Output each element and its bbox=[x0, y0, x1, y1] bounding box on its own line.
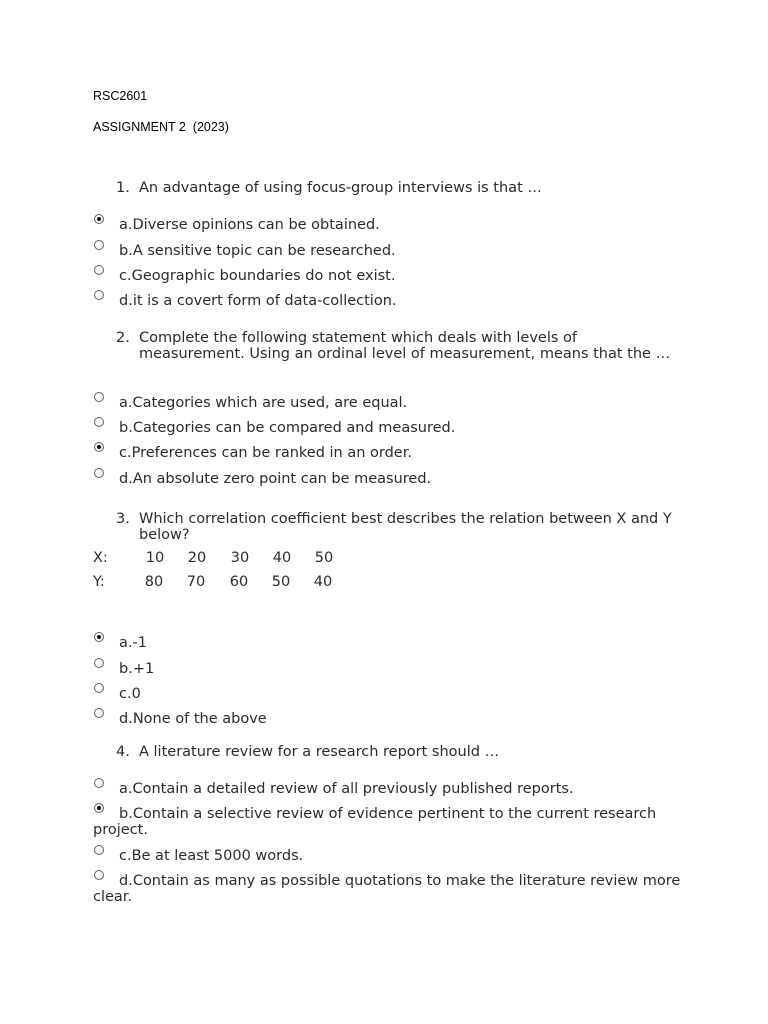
course-code: RSC2601 bbox=[93, 89, 148, 103]
q3-option-b[interactable] bbox=[93, 661, 683, 677]
y-value: 60 bbox=[229, 574, 249, 590]
q2-option-a[interactable] bbox=[93, 395, 683, 411]
q1-option-d[interactable] bbox=[93, 293, 683, 309]
option-label: c.0 bbox=[119, 686, 141, 702]
q4-option-b[interactable] bbox=[93, 806, 683, 838]
assignment-title: ASSIGNMENT 2 (2023) bbox=[93, 120, 229, 134]
radio-button[interactable] bbox=[94, 240, 104, 250]
q4-option-d[interactable] bbox=[93, 873, 683, 905]
question-text: Complete the following statement which deals with levels of measurement. Using an ordinal level of measurement, means that the … bbox=[139, 330, 671, 362]
question-text: Which correlation coefficient best describes the relation between X and Y below? bbox=[139, 511, 672, 543]
radio-button[interactable] bbox=[94, 392, 104, 402]
option-label: a.Categories which are used, are equal. bbox=[119, 395, 408, 411]
q2-option-d[interactable] bbox=[93, 471, 683, 487]
q3-option-c[interactable] bbox=[93, 686, 683, 702]
question-1 bbox=[116, 180, 676, 196]
option-label: b.A sensitive topic can be researched. bbox=[119, 243, 396, 259]
x-value: 20 bbox=[187, 550, 207, 566]
x-value: 40 bbox=[272, 550, 292, 566]
question-2 bbox=[116, 330, 676, 362]
option-label: b.Contain a selective review of evidence pertinent to the current research project. bbox=[93, 806, 657, 838]
question-number: 4. bbox=[116, 744, 130, 760]
option-label: d.An absolute zero point can be measured. bbox=[119, 471, 432, 487]
option-label: c.Geographic boundaries do not exist. bbox=[119, 268, 396, 284]
option-label: d.Contain as many as possible quotations to make the literature review more clear. bbox=[93, 873, 681, 905]
q4-option-a[interactable] bbox=[93, 781, 683, 797]
question-text: A literature review for a research report should … bbox=[139, 744, 500, 760]
q3-option-d[interactable] bbox=[93, 711, 683, 727]
q2-option-b[interactable] bbox=[93, 420, 683, 436]
q4-option-c[interactable] bbox=[93, 848, 683, 864]
question-text: An advantage of using focus-group interviews is that … bbox=[139, 180, 542, 196]
y-value: 70 bbox=[186, 574, 206, 590]
radio-button[interactable] bbox=[94, 845, 104, 855]
q3-option-a[interactable] bbox=[93, 635, 683, 651]
question-number: 2. bbox=[116, 330, 130, 346]
question-number: 3. bbox=[116, 511, 130, 527]
radio-button[interactable] bbox=[94, 708, 104, 718]
option-label: a.-1 bbox=[119, 635, 147, 651]
radio-button[interactable] bbox=[94, 265, 104, 275]
radio-button[interactable] bbox=[94, 442, 104, 452]
x-value: 10 bbox=[145, 550, 165, 566]
question-3 bbox=[116, 511, 676, 543]
option-label: a.Contain a detailed review of all previously published reports. bbox=[119, 781, 574, 797]
radio-button[interactable] bbox=[94, 658, 104, 668]
radio-button[interactable] bbox=[94, 632, 104, 642]
x-label: X: bbox=[93, 550, 108, 566]
radio-button[interactable] bbox=[94, 683, 104, 693]
radio-button[interactable] bbox=[94, 778, 104, 788]
question-number: 1. bbox=[116, 180, 130, 196]
x-value: 30 bbox=[230, 550, 250, 566]
radio-button[interactable] bbox=[94, 214, 104, 224]
y-value: 80 bbox=[144, 574, 164, 590]
option-label: a.Diverse opinions can be obtained. bbox=[119, 217, 380, 233]
option-label: c.Be at least 5000 words. bbox=[119, 848, 304, 864]
option-label: d.None of the above bbox=[119, 711, 267, 727]
q2-option-c[interactable] bbox=[93, 445, 683, 461]
radio-button[interactable] bbox=[94, 290, 104, 300]
option-label: b.+1 bbox=[119, 661, 155, 677]
q1-option-b[interactable] bbox=[93, 243, 683, 259]
option-label: c.Preferences can be ranked in an order. bbox=[119, 445, 412, 461]
option-label: b.Categories can be compared and measured. bbox=[119, 420, 456, 436]
q1-option-a[interactable] bbox=[93, 217, 683, 233]
radio-button[interactable] bbox=[94, 870, 104, 880]
option-label: d.it is a covert form of data-collection. bbox=[119, 293, 397, 309]
y-label: Y: bbox=[93, 574, 105, 590]
question-4 bbox=[116, 744, 676, 760]
y-value: 50 bbox=[271, 574, 291, 590]
radio-button[interactable] bbox=[94, 803, 104, 813]
y-value: 40 bbox=[313, 574, 333, 590]
radio-button[interactable] bbox=[94, 417, 104, 427]
radio-button[interactable] bbox=[94, 468, 104, 478]
q1-option-c[interactable] bbox=[93, 268, 683, 284]
x-value: 50 bbox=[314, 550, 334, 566]
